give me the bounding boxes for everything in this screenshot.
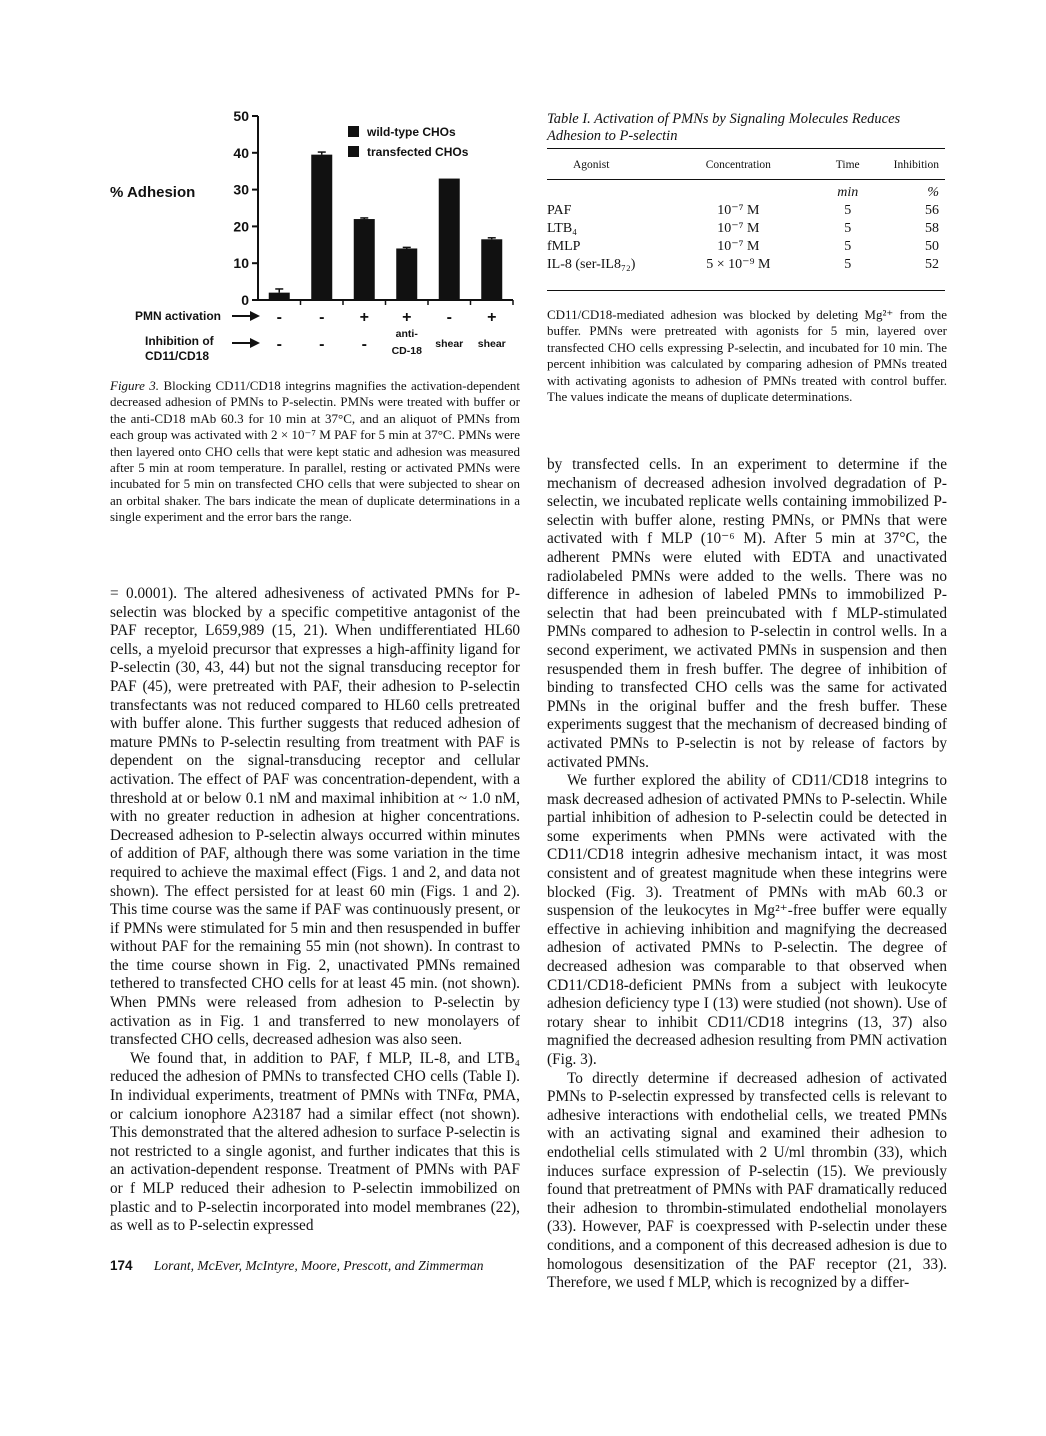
activation-mark: + xyxy=(487,309,497,326)
row-label-activation: PMN activation xyxy=(135,309,222,323)
inhibition-mark: shear xyxy=(435,338,464,350)
inhibition-mark: - xyxy=(319,336,325,353)
legend-label-wild-type: wild-type CHOs xyxy=(367,125,456,139)
bar-2 xyxy=(311,155,332,300)
cell-concentration: 5 × 10⁻⁹ M xyxy=(706,257,771,272)
inhibition-mark: anti- xyxy=(395,328,418,340)
body-paragraph: To directly determine if decreased adhesion of activated PMNs to P-selectin expressed by transfected cells is relevant to adhesive interactions with endothelial cells, we treated PMNs with an activating signal and examined their adhesion to endothelial cells stimulated with 2 U/ml thrombin (33), which induces surface expression of P-selectin (15). We previously found that pretreatment of PMNs with PAF dramatically reduced their adhesion to thrombin-stimulated endothelial monolayers (33). However, PAF is coexpressed with P-selectin under these conditions, and a component of this decreased adhesion is due to homologous desensitization of the PAF receptor (21, 33). Therefore, we used f MLP, which is recognized by a differ- xyxy=(547,1069,947,1292)
cell-inhibition: 56 xyxy=(925,203,939,218)
bar-chart-svg xyxy=(110,100,520,370)
activation-mark: - xyxy=(319,309,325,326)
row-label-inhibition-1: Inhibition of xyxy=(145,334,214,348)
cell-concentration: 10⁻⁷ M xyxy=(717,221,760,236)
cell-agonist: LTB₄ xyxy=(547,221,578,236)
figure-caption xyxy=(110,378,520,526)
table-row xyxy=(547,202,945,220)
inhibition-mark: - xyxy=(276,336,282,353)
row-label-inhibition-2: CD11/CD18 xyxy=(145,349,210,363)
body-paragraph: = 0.0001). The altered adhesiveness of activated PMNs for P-selectin was blocked by a specific competitive antagonist of the PAF receptor, L659,989 (15, 21). When undifferentiated HL60 cells, a myeloid precursor that expresses a high-affinity ligand for P-selectin (30, 43, 44) but not the signal transducing receptor for PAF (45), were pretreated with PAF, their adhesion to P-selectin transfectants was not reduced compared to HL60 cells pretreated with buffer alone. This further suggests that reduced adhesion of mature PMNs to P-selectin resulting from treatment with PAF is dependent on the signal-transducing receptor and cellular activation. The effect of PAF was concentration-dependent, with a threshold at or below 0.1 nM and maximal inhibition at ~ 1.0 nM, with no greater reduction in adhesion at higher concentrations. Decreased adhesion to P-selectin always occurred within minutes of addition of PAF, although there was some variation in the time required to achieve the maximal effect (Figs. 1 and 2, and data not shown). The effect persisted for at least 60 min (Figs. 1 and 2). This time course was the same if PAF was continuously present, or if PMNs were stimulated for 5 min and then resuspended in buffer without PAF for the remaining 55 min (not shown). In contrast to the time course shown in Fig. 2, unactivated PMNs remained tethered to transfected CHO cells for at least 45 min. (not shown). When PMNs were released from adhesion to P-selectin by activation as in Fig. 1 and transferred to new monolayers of transfected CHO cells, decreased adhesion was also seen. xyxy=(110,585,520,1049)
table-row xyxy=(547,238,945,256)
table-1 xyxy=(547,148,945,282)
y-axis-label: % Adhesion xyxy=(110,184,196,201)
y-tick-label: 20 xyxy=(233,218,249,235)
cell-inhibition: 52 xyxy=(925,257,939,272)
body-paragraph: by transfected cells. In an experiment to determine if the mechanism of decreased adhesion involved degradation of P-selectin, we incubated replicate wells containing immobilized P-selectin with buffer alone, resting PMNs, or PMNs that were activated with f MLP (10⁻⁶ M). After 5 min at 37°C, the adherent PMNs were eluted with EDTA and unactivated radiolabeled PMNs were added to the wells. There was no difference in adhesion of labeled PMNs to immobilized P-selectin that had been preincubated with f MLP-stimulated PMNs compared to adhesion to P-selectin in control wells. In a second experiment, we activated PMNs in suspension and then resuspended them in fresh buffer. The degree of inhibition of binding to transfected CHO cells was the same for activated PMNs in the original buffer and the fresh buffer. These experiments suggest that the mechanism of decreased binding of activated PMNs to P-selectin is not by release of factors by activated PMNs. xyxy=(547,456,947,771)
legend-swatch-transfected xyxy=(348,146,359,157)
inhibition-mark: CD-18 xyxy=(391,345,422,357)
activation-mark: + xyxy=(402,309,412,326)
col-header-agonist: Agonist xyxy=(547,149,675,180)
legend-label-transfected: transfected CHOs xyxy=(367,145,469,159)
bar-6 xyxy=(481,239,502,300)
col-header-inhibition: Inhibition xyxy=(894,149,945,180)
table-bottom-rule xyxy=(547,290,945,291)
y-tick-label: 40 xyxy=(233,144,249,161)
col-header-concentration: Concentration xyxy=(675,149,802,180)
figure-caption-label: Figure 3. xyxy=(110,378,160,393)
bar-5 xyxy=(439,179,460,300)
cell-agonist: IL-8 (ser-IL8₇₂) xyxy=(547,257,636,272)
cell-agonist: fMLP xyxy=(547,239,581,254)
right-column xyxy=(547,456,947,1293)
bar-1 xyxy=(269,293,290,300)
table-row xyxy=(547,220,945,238)
body-paragraph: We further explored the ability of CD11/CD18 integrins to mask decreased adhesion of activated PMNs to P-selectin. While partial inhibition of adhesion to P-selectin could be detected in some experiments when PMNs were activated with the CD11/CD18 integrin adhesive mechanism intact, it was most consistent and of greatest magnitude when these integrins were blocked (Fig. 3). Treatment of PMNs with mAb 60.3 or suspension of the leukocytes in Mg²⁺-free buffer were equally effective in achieving inhibition and magnifying the decreased adhesion of activated PMNs to P-selectin. The degree of decreased adhesion was comparable to that observed when CD11/CD18-deficient PMNs from a subject with leukocyte adhesion deficiency type I (13) were studied (not shown). Use of rotary shear to inhibit CD11/CD18 integrins (13, 37) also magnified the decreased adhesion resulting from PMN activation (Fig. 3). xyxy=(547,772,947,1068)
arrow-activation xyxy=(232,311,260,321)
cell-concentration: 10⁻⁷ M xyxy=(717,203,760,218)
table-footnote: CD11/CD18-mediated adhesion was blocked by deleting Mg²⁺ from the buffer. PMNs were pretreated with agonists for 5 min, layered over transfected CHO cells expressing P-selectin, and incubated for 10 min. The percent inhibition was calculated by comparing adhesion of PMNs treated with activating agonists to adhesion of PMNs treated with control buffer. The values indicate the means of duplicate determinations. xyxy=(547,307,947,405)
cell-time: 5 xyxy=(844,239,852,254)
inhibition-mark: - xyxy=(361,336,367,353)
bar-4 xyxy=(396,248,417,300)
y-tick-label: 30 xyxy=(233,181,249,198)
figure-caption-text: Blocking CD11/CD18 integrins magnifies the activation-dependent decreased adhesion of PMNs to P-selectin. PMNs were treated with buffer or the anti-CD18 mAb 60.3 for 10 min at 37°C, and an aliquot of PMNs from each group was activated with 2 × 10⁻⁷ M PAF for 5 min at 37°C. PMNs were then layered onto CHO cells that were kept static and adhesion was measured after 5 min at room temperature. In parallel, resting or activated PMNs were incubated for 5 min on transfected CHO cells that were subjected to shear on an orbital shaker. The bars indicate the mean of duplicate determinations in a single experiment and the error bars the range. xyxy=(110,378,520,525)
y-tick-label: 50 xyxy=(233,108,249,124)
left-column xyxy=(110,585,520,1236)
page-number: 174 xyxy=(110,1258,133,1273)
body-paragraph: We found that, in addition to PAF, f MLP, IL-8, and LTB₄ reduced the adhesion of PMNs to transfected CHO cells (Table I). In individual experiments, treatment of PMNs with TNFα, PMA, or calcium ionophore A23187 had a similar effect (not shown). This demonstrated that the altered adhesion to surface P-selectin is not restricted to a single agonist, and further indicates that this is an activation-dependent response. Treatment of PMNs with PAF or f MLP reduced their adhesion to P-selectin immobilized on plastic and to P-selectin incorporated into model membranes (22), as well as to P-selectin expressed xyxy=(110,1049,520,1235)
cell-inhibition: 58 xyxy=(925,221,939,236)
unit-time: min xyxy=(837,185,859,200)
figure-3-chart xyxy=(110,100,520,370)
y-tick-label: 10 xyxy=(233,255,249,272)
cell-inhibition: 50 xyxy=(925,239,939,254)
cell-time: 5 xyxy=(844,203,852,218)
cell-agonist: PAF xyxy=(547,203,572,218)
legend-swatch-wild-type xyxy=(348,126,359,137)
activation-mark: - xyxy=(446,309,452,326)
inhibition-mark: shear xyxy=(477,338,506,350)
footer-authors: Lorant, McEver, McIntyre, Moore, Prescott, and Zimmerman xyxy=(153,1258,484,1273)
cell-concentration: 10⁻⁷ M xyxy=(717,239,760,254)
activation-mark: + xyxy=(359,309,369,326)
y-tick-label: 0 xyxy=(241,292,249,308)
page-footer xyxy=(110,1258,710,1274)
table-row xyxy=(547,256,945,282)
unit-inhibition: % xyxy=(927,185,939,200)
cell-time: 5 xyxy=(844,221,852,236)
bar-3 xyxy=(354,219,375,300)
col-header-time: Time xyxy=(802,149,894,180)
cell-time: 5 xyxy=(844,257,852,272)
table-units-row xyxy=(547,180,945,203)
table-title: Table I. Activation of PMNs by Signaling Molecules Reduces Adhesion to P-selectin xyxy=(547,111,901,144)
arrow-inhibition xyxy=(232,338,260,348)
activation-mark: - xyxy=(276,309,282,326)
